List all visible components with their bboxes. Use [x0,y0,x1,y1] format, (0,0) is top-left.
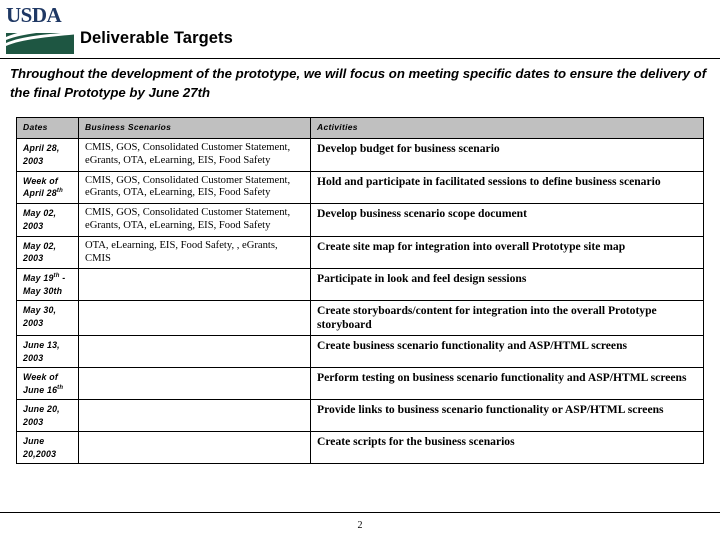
cell-business-scenarios: CMIS, GOS, Consolidated Customer Statement, eGrants, OTA, eLearning, EIS, Food Safety [79,171,311,204]
cell-activity: Perform testing on business scenario functionality and ASP/HTML screens [311,368,704,400]
table-row [17,301,704,336]
date-line-1: May 02, [23,208,57,219]
date-line-1: May 19 [23,273,54,284]
date-line-2: 2003 [23,220,44,231]
date-line-2: 20,2003 [23,448,57,459]
date-line-2: 2003 [23,253,44,264]
date-line-1: May 02, [23,240,57,251]
date-line-2: 2003 [23,155,44,166]
cell-date [17,171,79,204]
table-row [17,368,704,400]
cell-business-scenarios: OTA, eLearning, EIS, Food Safety, , eGrants, CMIS [79,236,311,269]
cell-business-scenarios: CMIS, GOS, Consolidated Customer Statement, eGrants, OTA, eLearning, EIS, Food Safety [79,139,311,172]
date-line-1: June 13, [23,340,60,351]
cell-date [17,236,79,269]
date-line-2: 2003 [23,352,44,363]
column-header-dates: Dates [17,118,79,139]
date-ordinal-suffix: th [56,188,63,195]
usda-wordmark-text: USDA [6,3,62,27]
cell-business-scenarios [79,301,311,336]
cell-activity: Create storyboards/content for integration into the overall Prototype storyboard [311,301,704,336]
table-row [17,204,704,237]
table-body [17,139,704,464]
date-ordinal-suffix: th [53,273,60,280]
cell-date [17,269,79,301]
table-row [17,269,704,301]
column-header-business-scenarios: Business Scenarios [79,118,311,139]
date-line-1: June 20, [23,404,60,415]
page-number: 2 [357,520,363,531]
cell-date [17,139,79,172]
cell-activity: Provide links to business scenario functionality or ASP/HTML screens [311,400,704,432]
table-header-row [17,118,704,139]
intro-paragraph: Throughout the development of the prototype, we will focus on meeting specific dates to ensure the delivery of the final Prototype by June 27th [10,66,707,100]
table-row [17,400,704,432]
date-line-2: May 30th [23,285,63,296]
date-ordinal-suffix: th [57,384,64,391]
date-line-1: Week of [23,372,58,383]
date-line-1: April 28, [23,143,60,153]
cell-activity: Develop business scenario scope document [311,204,704,237]
cell-activity: Develop budget for business scenario [311,139,704,172]
cell-activity: Create site map for integration into overall Prototype site map [311,236,704,269]
usda-landscape-icon [6,26,74,54]
slide-header [0,0,720,60]
cell-business-scenarios [79,400,311,432]
date-line-2: June 16 [23,384,58,395]
table-row [17,171,704,204]
cell-business-scenarios [79,336,311,368]
cell-date [17,336,79,368]
cell-date [17,368,79,400]
cell-business-scenarios [79,269,311,301]
cell-activity: Create business scenario functionality and ASP/HTML screens [311,336,704,368]
deliverable-targets-table [16,117,704,464]
page-title: Deliverable Targets [80,29,233,47]
cell-date [17,400,79,432]
table-row [17,236,704,269]
footer-divider [0,512,720,513]
table-row [17,336,704,368]
date-line-1: Week of [23,175,58,186]
date-line-2: 2003 [23,317,44,328]
date-line-2: April 28 [23,188,57,199]
table-row [17,139,704,172]
cell-activity: Hold and participate in facilitated sessions to define business scenario [311,171,704,204]
date-line-1: June [23,436,45,447]
cell-date [17,301,79,336]
title-divider [0,58,720,59]
cell-date [17,432,79,464]
cell-business-scenarios [79,432,311,464]
date-line-1: May 30, [23,305,57,316]
cell-business-scenarios: CMIS, GOS, Consolidated Customer Statement, eGrants, OTA, eLearning, EIS, Food Safety [79,204,311,237]
cell-business-scenarios [79,368,311,400]
column-header-activities: Activities [311,118,704,139]
date-range-dash: - [59,273,66,284]
table-row [17,432,704,464]
usda-logo [4,3,74,53]
date-line-2: 2003 [23,416,44,427]
cell-activity: Participate in look and feel design sessions [311,269,704,301]
cell-activity: Create scripts for the business scenarios [311,432,704,464]
cell-date [17,204,79,237]
